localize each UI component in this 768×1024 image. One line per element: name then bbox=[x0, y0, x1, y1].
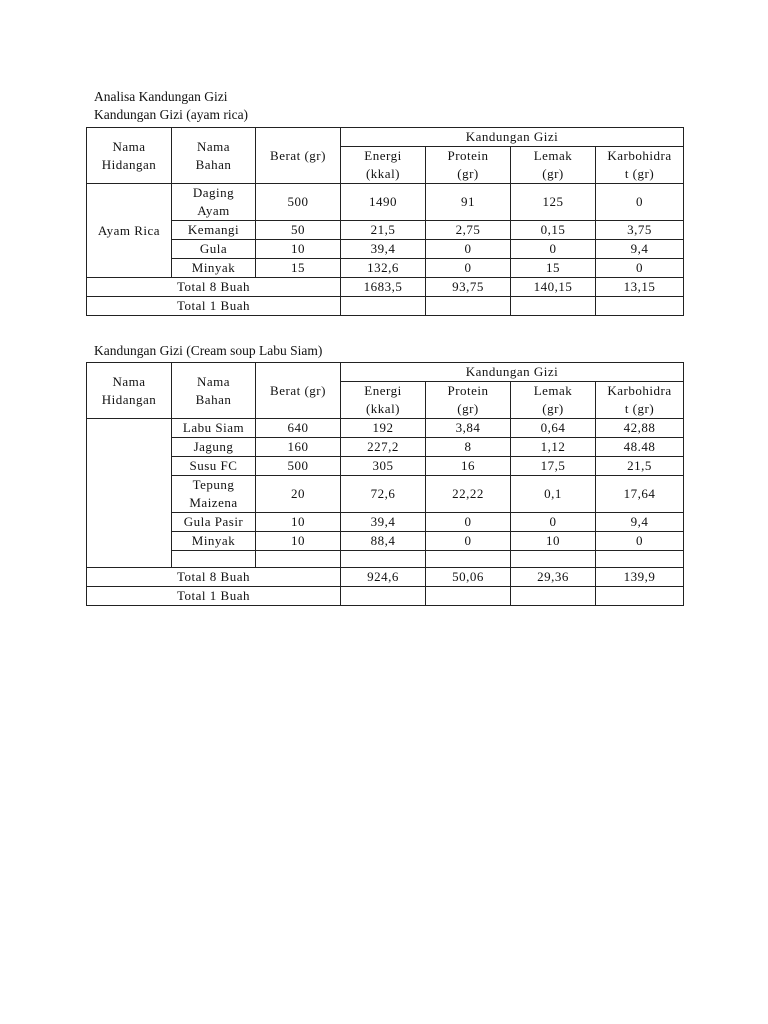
ingredient-name: Susu FC bbox=[172, 457, 256, 476]
ingredient-name: Labu Siam bbox=[172, 419, 256, 438]
ingredient-name: Jagung bbox=[172, 438, 256, 457]
table-row bbox=[87, 438, 684, 457]
header-nama-bahan: Nama Bahan bbox=[172, 363, 256, 419]
cell-karbohidrat bbox=[596, 551, 684, 568]
cell-berat: 10 bbox=[256, 240, 341, 259]
cell-lemak: 0 bbox=[511, 240, 596, 259]
total-1-label: Total 1 Buah bbox=[87, 587, 341, 606]
nutrition-table-ayam-rica bbox=[86, 127, 684, 316]
cell-protein: 0 bbox=[426, 240, 511, 259]
header-protein-unit: (gr) bbox=[426, 165, 511, 184]
ingredient-name: Kemangi bbox=[172, 221, 256, 240]
cell-energi: 39,4 bbox=[341, 240, 426, 259]
cell-karbohidrat: 9,4 bbox=[596, 513, 684, 532]
cell-energi: 72,6 bbox=[341, 476, 426, 513]
dish-name bbox=[87, 419, 172, 568]
table-row bbox=[87, 240, 684, 259]
table-row bbox=[87, 457, 684, 476]
cell-karbohidrat: 0 bbox=[596, 532, 684, 551]
cell-protein: 0 bbox=[426, 259, 511, 278]
total-1-karbohidrat bbox=[596, 297, 684, 316]
total-1-row bbox=[87, 587, 684, 606]
cell-lemak: 15 bbox=[511, 259, 596, 278]
header-berat: Berat (gr) bbox=[256, 363, 341, 419]
cell-karbohidrat: 0 bbox=[596, 259, 684, 278]
ingredient-name: Tepung Maizena bbox=[172, 476, 256, 513]
total-1-protein bbox=[426, 297, 511, 316]
cell-lemak: 125 bbox=[511, 184, 596, 221]
ingredient-name bbox=[172, 551, 256, 568]
header-karbohidrat: Karbohidra bbox=[596, 382, 684, 401]
cell-protein: 91 bbox=[426, 184, 511, 221]
total-1-row bbox=[87, 297, 684, 316]
table-row bbox=[87, 419, 684, 438]
cell-energi: 39,4 bbox=[341, 513, 426, 532]
header-kandungan-gizi: Kandungan Gizi bbox=[341, 363, 684, 382]
header-nama-hidangan: Nama Hidangan bbox=[87, 128, 172, 184]
cell-karbohidrat: 0 bbox=[596, 184, 684, 221]
total-1-lemak bbox=[511, 297, 596, 316]
header-lemak-unit: (gr) bbox=[511, 165, 596, 184]
total-8-lemak: 29,36 bbox=[511, 568, 596, 587]
table-row bbox=[87, 551, 684, 568]
ingredient-name: Gula bbox=[172, 240, 256, 259]
document-title: Analisa Kandungan Gizi bbox=[94, 89, 228, 104]
total-8-lemak: 140,15 bbox=[511, 278, 596, 297]
table-row bbox=[87, 476, 684, 513]
header-energi-unit: (kkal) bbox=[341, 165, 426, 184]
total-1-karbohidrat bbox=[596, 587, 684, 606]
cell-energi: 88,4 bbox=[341, 532, 426, 551]
cell-lemak: 10 bbox=[511, 532, 596, 551]
cell-energi: 132,6 bbox=[341, 259, 426, 278]
cell-lemak: 0,15 bbox=[511, 221, 596, 240]
cell-energi: 192 bbox=[341, 419, 426, 438]
total-8-karbohidrat: 13,15 bbox=[596, 278, 684, 297]
total-8-energi: 1683,5 bbox=[341, 278, 426, 297]
header-energi-unit: (kkal) bbox=[341, 400, 426, 419]
total-8-row bbox=[87, 278, 684, 297]
header-karbohidrat: Karbohidra bbox=[596, 147, 684, 166]
cell-berat: 15 bbox=[256, 259, 341, 278]
cell-berat: 20 bbox=[256, 476, 341, 513]
table-row bbox=[87, 184, 684, 221]
cell-protein: 3,84 bbox=[426, 419, 511, 438]
cell-berat: 640 bbox=[256, 419, 341, 438]
cell-energi: 227,2 bbox=[341, 438, 426, 457]
cell-berat: 500 bbox=[256, 457, 341, 476]
cell-lemak: 1,12 bbox=[511, 438, 596, 457]
total-1-energi bbox=[341, 297, 426, 316]
header-berat: Berat (gr) bbox=[256, 128, 341, 184]
header-protein: Protein bbox=[426, 147, 511, 166]
cell-berat: 500 bbox=[256, 184, 341, 221]
nutrition-table-cream-soup bbox=[86, 362, 684, 606]
header-nama-hidangan: Nama Hidangan bbox=[87, 363, 172, 419]
cell-protein: 0 bbox=[426, 513, 511, 532]
cell-berat: 10 bbox=[256, 513, 341, 532]
ingredient-name: Daging Ayam bbox=[172, 184, 256, 221]
header-kandungan-gizi: Kandungan Gizi bbox=[341, 128, 684, 147]
cell-karbohidrat: 17,64 bbox=[596, 476, 684, 513]
total-8-protein: 93,75 bbox=[426, 278, 511, 297]
cell-karbohidrat: 42,88 bbox=[596, 419, 684, 438]
cell-energi bbox=[341, 551, 426, 568]
table-caption-cream-soup: Kandungan Gizi (Cream soup Labu Siam) bbox=[94, 343, 323, 358]
cell-lemak: 0,64 bbox=[511, 419, 596, 438]
cell-lemak bbox=[511, 551, 596, 568]
cell-karbohidrat: 48.48 bbox=[596, 438, 684, 457]
cell-karbohidrat: 3,75 bbox=[596, 221, 684, 240]
cell-lemak: 0 bbox=[511, 513, 596, 532]
total-8-label: Total 8 Buah bbox=[87, 568, 341, 587]
header-lemak: Lemak bbox=[511, 382, 596, 401]
total-8-karbohidrat: 139,9 bbox=[596, 568, 684, 587]
cell-karbohidrat: 21,5 bbox=[596, 457, 684, 476]
total-8-row bbox=[87, 568, 684, 587]
cell-berat bbox=[256, 551, 341, 568]
table-row bbox=[87, 513, 684, 532]
cell-protein bbox=[426, 551, 511, 568]
header-lemak: Lemak bbox=[511, 147, 596, 166]
ingredient-name: Gula Pasir bbox=[172, 513, 256, 532]
cell-lemak: 0,1 bbox=[511, 476, 596, 513]
table-row bbox=[87, 259, 684, 278]
header-energi: Energi bbox=[341, 382, 426, 401]
total-8-protein: 50,06 bbox=[426, 568, 511, 587]
cell-protein: 2,75 bbox=[426, 221, 511, 240]
header-protein-unit: (gr) bbox=[426, 400, 511, 419]
ingredient-name: Minyak bbox=[172, 259, 256, 278]
header-energi: Energi bbox=[341, 147, 426, 166]
cell-protein: 16 bbox=[426, 457, 511, 476]
cell-energi: 21,5 bbox=[341, 221, 426, 240]
total-8-energi: 924,6 bbox=[341, 568, 426, 587]
header-karbohidrat-unit: t (gr) bbox=[596, 400, 684, 419]
header-nama-bahan: Nama Bahan bbox=[172, 128, 256, 184]
total-1-protein bbox=[426, 587, 511, 606]
table-row bbox=[87, 532, 684, 551]
cell-lemak: 17,5 bbox=[511, 457, 596, 476]
cell-karbohidrat: 9,4 bbox=[596, 240, 684, 259]
total-1-lemak bbox=[511, 587, 596, 606]
cell-protein: 22,22 bbox=[426, 476, 511, 513]
total-8-label: Total 8 Buah bbox=[87, 278, 341, 297]
header-lemak-unit: (gr) bbox=[511, 400, 596, 419]
cell-protein: 8 bbox=[426, 438, 511, 457]
table-caption-ayam-rica: Kandungan Gizi (ayam rica) bbox=[94, 107, 249, 122]
cell-berat: 160 bbox=[256, 438, 341, 457]
ingredient-name: Minyak bbox=[172, 532, 256, 551]
cell-protein: 0 bbox=[426, 532, 511, 551]
table-row bbox=[87, 221, 684, 240]
dish-name: Ayam Rica bbox=[87, 184, 172, 278]
cell-energi: 1490 bbox=[341, 184, 426, 221]
total-1-label: Total 1 Buah bbox=[87, 297, 341, 316]
cell-energi: 305 bbox=[341, 457, 426, 476]
total-1-energi bbox=[341, 587, 426, 606]
cell-berat: 50 bbox=[256, 221, 341, 240]
header-protein: Protein bbox=[426, 382, 511, 401]
header-karbohidrat-unit: t (gr) bbox=[596, 165, 684, 184]
cell-berat: 10 bbox=[256, 532, 341, 551]
